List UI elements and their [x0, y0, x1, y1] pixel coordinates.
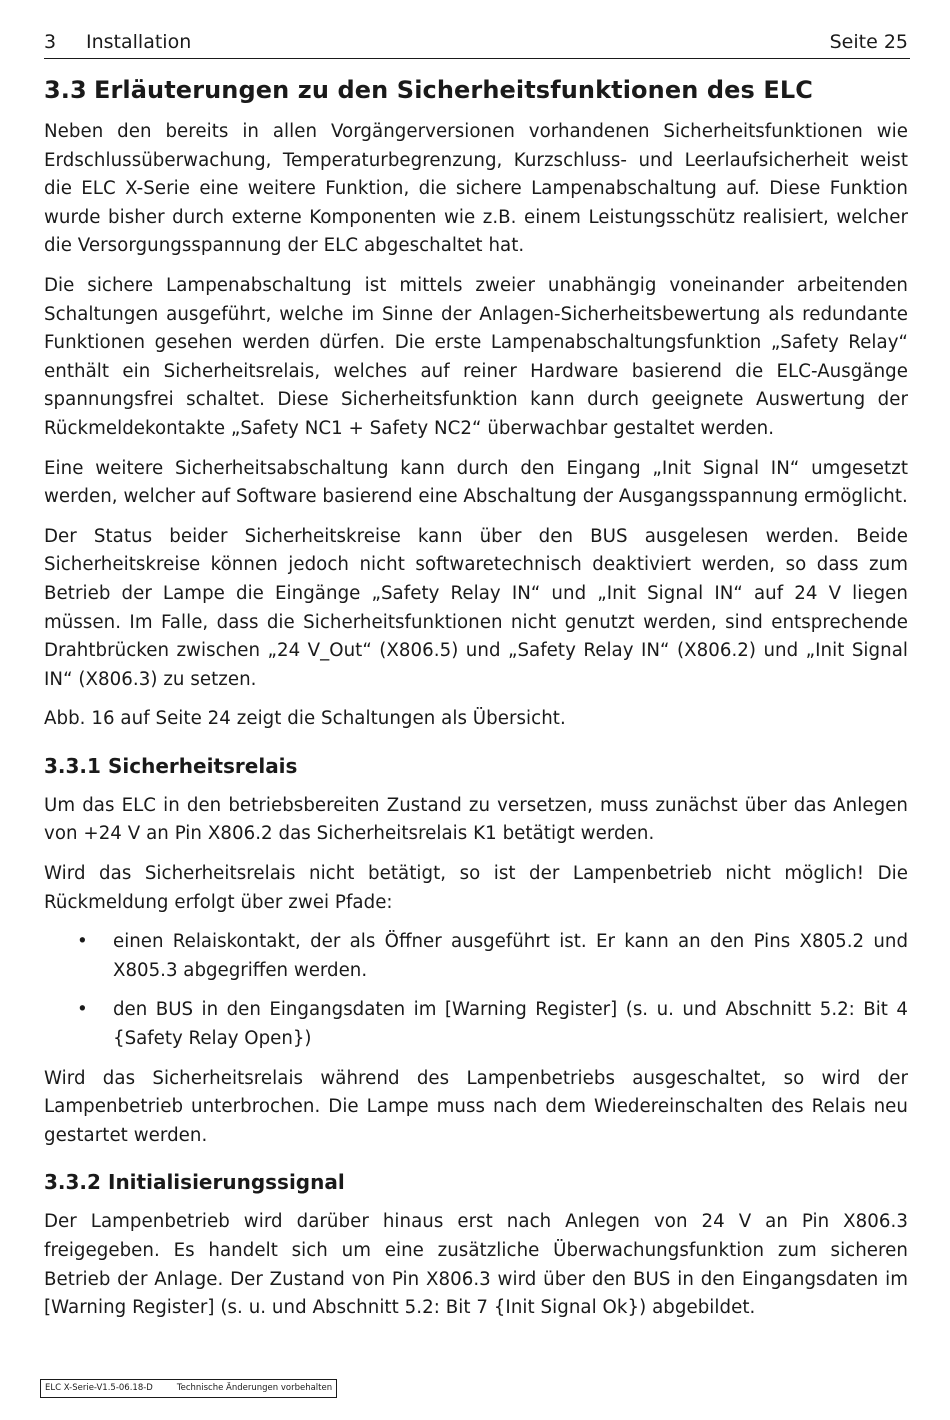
section-heading — [44, 74, 908, 106]
subsection-title: Sicherheitsrelais — [108, 753, 298, 778]
subsection-heading-sicherheitsrelais — [44, 752, 908, 780]
page-content — [44, 70, 908, 1334]
chapter-number: 3 — [44, 31, 57, 53]
chapter-title: Installation — [86, 31, 192, 53]
subsection-number: 3.3.1 — [44, 753, 101, 778]
section-paragraph: Der Status beider Sicherheitskreise kann über den BUS ausgelesen werden. Beide Sicherheitskreise können jedoch nicht softwaretechnisch deaktiviert werden, so dass zum Betrieb der Lampe die Eingänge „Safety Relay IN“ und „Init Signal IN“ auf 24 V liegen müssen. Im Falle, dass die Sicherheitsfunktionen nicht genutzt werden, sind entsprechende Drahtbrücken zwischen „24 V_Out“ (X806.5) und „Safety Relay IN“ (X806.2) und „Init Signal IN“ (X806.3) zu setzen. — [44, 525, 908, 690]
subsection-heading-initialisierungssignal — [44, 1168, 908, 1196]
list-item — [44, 928, 908, 985]
bullet-icon: • — [77, 999, 88, 1021]
feedback-path-list — [44, 928, 908, 1053]
footer-notice: Technische Änderungen vorbehalten — [176, 1383, 333, 1393]
subsection-paragraph: Um das ELC in den betriebsbereiten Zustand zu versetzen, muss zunächst über das Anlegen von +24 V an Pin X806.2 das Sicherheitsrelais K1 betätigt werden. — [44, 794, 908, 845]
section-number: 3.3 — [44, 76, 87, 104]
subsection-paragraph: Wird das Sicherheitsrelais während des Lampenbetriebs ausgeschaltet, so wird der Lampenbetrieb unterbrochen. Die Lampe muss nach dem Wiedereinschalten des Relais neu gestartet werden. — [44, 1067, 908, 1146]
page-number: Seite 25 — [829, 31, 908, 53]
page-header — [44, 28, 910, 59]
bullet-icon: • — [77, 931, 88, 953]
list-item-text: den BUS in den Eingangsdaten im [Warning Register] (s. u. und Abschnitt 5.2: Bit 4 {Safety Relay Open}) — [113, 999, 908, 1050]
list-item-text: einen Relaiskontakt, der als Öffner ausgeführt ist. Er kann an den Pins X805.2 und X805.3 abgegriffen werden. — [113, 931, 908, 981]
subsection-paragraph: Wird das Sicherheitsrelais nicht betätigt, so ist der Lampenbetrieb nicht möglich! Die Rückmeldung erfolgt über zwei Pfade: — [44, 863, 908, 913]
list-item — [44, 996, 908, 1053]
section-paragraph: Abb. 16 auf Seite 24 zeigt die Schaltungen als Übersicht. — [44, 708, 566, 730]
section-paragraph: Eine weitere Sicherheitsabschaltung kann durch den Eingang „Init Signal IN“ umgesetzt werden, welcher auf Software basierend eine Abschaltung der Ausgangsspannung ermöglicht. — [44, 457, 908, 508]
page-footer — [40, 1379, 337, 1398]
section-paragraph: Neben den bereits in allen Vorgängerversionen vorhandenen Sicherheitsfunktionen wie Erdschlussüberwachung, Temperaturbegrenzung, Kurzschluss- und Leerlaufsicherheit weist die ELC X-Serie eine weitere Funktion, die sichere Lampenabschaltung auf. Diese Funktion wurde bisher durch externe Komponenten wie z.B. einem Leistungsschütz realisiert, welcher die Versorgungsspannung der ELC abgeschaltet hat. — [44, 121, 908, 257]
document-version: ELC X-Serie-V1.5-06.18-D — [45, 1383, 153, 1393]
subsection-title: Initialisierungssignal — [108, 1170, 345, 1195]
subsection-number: 3.3.2 — [44, 1170, 101, 1195]
section-paragraph: Die sichere Lampenabschaltung ist mittels zweier unabhängig voneinander arbeitenden Schaltungen ausgeführt, welche im Sinne der Anlagen-Sicherheitsbewertung als redundante Funktionen gesehen werden dürfen. Die erste Lampenabschaltungsfunktion „Safety Relay“ enthält ein Sicherheitsrelais, welches auf reiner Hardware basierend die ELC-Ausgänge spannungsfrei schaltet. Diese Sicherheitsfunktion kann durch geeignete Auswertung der Rückmeldekontakte „Safety NC1 + Safety NC2“ überwachbar gestaltet werden. — [44, 274, 908, 439]
section-title: Erläuterungen zu den Sicherheitsfunktionen des ELC — [94, 76, 813, 104]
subsection-paragraph: Der Lampenbetrieb wird darüber hinaus erst nach Anlegen von 24 V an Pin X806.3 freigegeben. Es handelt sich um eine zusätzliche Überwachungsfunktion zum sicheren Betrieb der Anlage. Der Zustand von Pin X806.3 wird über den BUS in den Eingangsdaten im [Warning Register] (s. u. und Abschnitt 5.2: Bit 7 {Init Signal Ok}) abgebildet. — [44, 1211, 908, 1319]
